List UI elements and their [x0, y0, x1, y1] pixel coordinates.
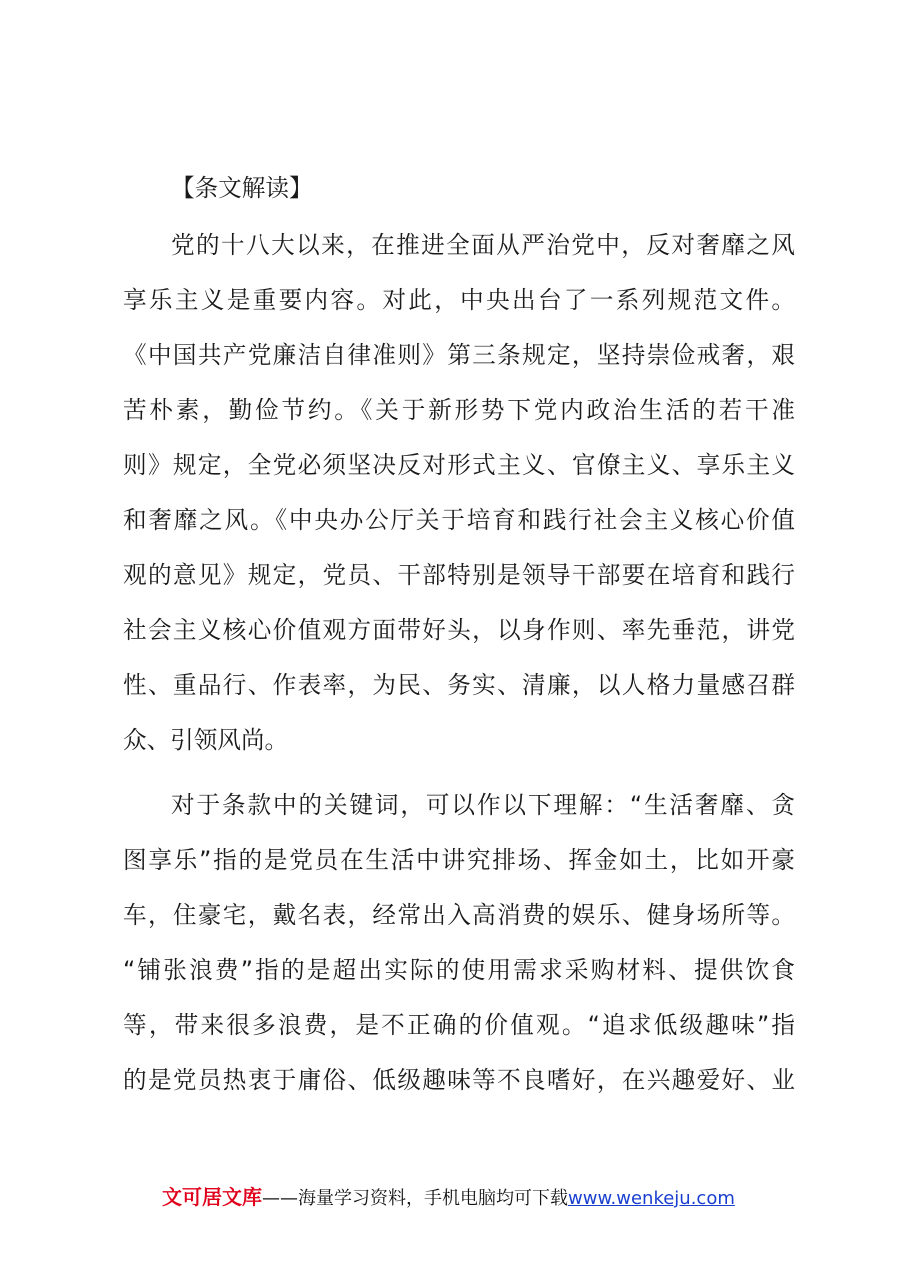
- text-line: 对于条款中的关键词，可以作以下理解：“生活奢靡、贪: [171, 791, 795, 819]
- text-line: 苦朴素，勤俭节约。《关于新形势下党内政治生活的若干准: [123, 396, 795, 424]
- text-line: 观的意见》规定，党员、干部特别是领导干部要在培育和践行: [123, 561, 795, 589]
- footer-brand: 文可居文库: [162, 1185, 262, 1209]
- text-line: 等，带来很多浪费，是不正确的价值观。“追求低级趣味”指: [123, 1011, 795, 1039]
- text-line: 车，住豪宅，戴名表，经常出入高消费的娱乐、健身场所等。: [123, 901, 795, 929]
- text-line: 和奢靡之风。《中央办公厅关于培育和践行社会主义核心价值: [123, 506, 795, 534]
- footer-banner: [162, 1184, 735, 1210]
- text-line: 党的十八大以来，在推进全面从严治党中，反对奢靡之风: [171, 231, 795, 259]
- section-heading: 【条文解读】: [171, 174, 313, 202]
- text-line: 则》规定，全党必须坚决反对形式主义、官僚主义、享乐主义: [123, 451, 795, 479]
- footer-link[interactable]: www.wenkeju.com: [568, 1188, 735, 1209]
- text-line: 图享乐”指的是党员在生活中讲究排场、挥金如土，比如开豪: [123, 846, 795, 874]
- text-line: 享乐主义是重要内容。对此，中央出台了一系列规范文件。: [123, 286, 795, 314]
- text-line: 的是党员热衷于庸俗、低级趣味等不良嗜好，在兴趣爱好、业: [123, 1066, 795, 1094]
- text-line: 众、引领风尚。: [123, 726, 289, 754]
- text-line: 社会主义核心价值观方面带好头，以身作则、率先垂范，讲党: [123, 616, 795, 644]
- text-line: 《中国共产党廉洁自律准则》第三条规定，坚持崇俭戒奢，艰: [123, 341, 795, 369]
- text-line: 性、重品行、作表率，为民、务实、清廉，以人格力量感召群: [123, 671, 795, 699]
- text-line: “铺张浪费”指的是超出实际的使用需求采购材料、提供饮食: [123, 956, 795, 984]
- footer-tagline: ——海量学习资料，手机电脑均可下载: [262, 1188, 568, 1209]
